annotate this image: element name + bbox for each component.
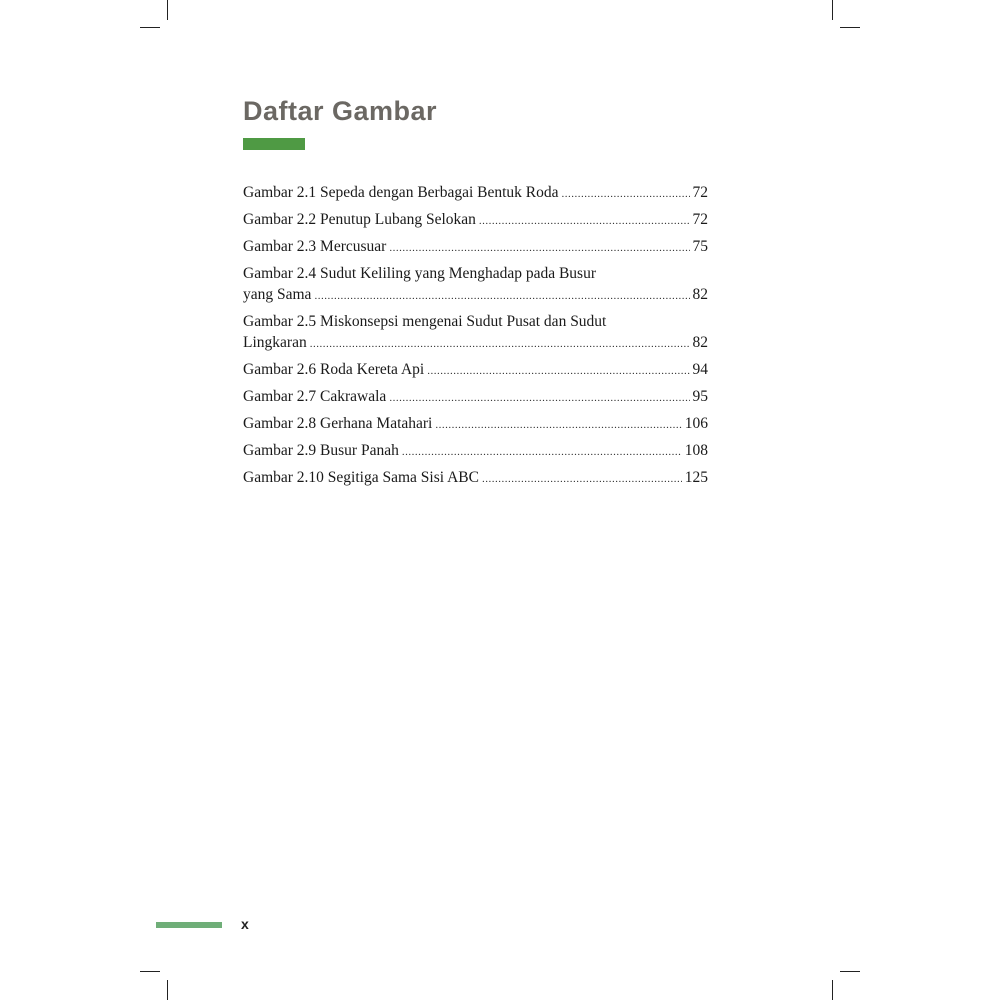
figure-line [243,413,708,436]
figure-title: Gambar 2.4 Sudut Keliling yang Menghadap pada Busur [243,265,596,282]
crop-mark-bottom-left-vertical [167,980,168,1000]
crop-mark-bottom-right-vertical [832,980,833,1000]
crop-mark-top-right-horizontal [840,27,860,28]
dot-leader [482,469,682,490]
figure-page-number: 106 [684,415,708,432]
crop-mark-bottom-right-horizontal [840,971,860,972]
figure-title: Gambar 2.7 Cakrawala [243,388,387,405]
figure-list-item[interactable] [243,440,708,463]
figure-page-number: 95 [692,388,708,405]
figure-list-item[interactable] [243,311,708,355]
figure-title: Gambar 2.10 Segitiga Sama Sisi ABC [243,469,479,486]
figure-title: Gambar 2.3 Mercusuar [243,238,387,255]
figure-line [243,386,708,409]
crop-mark-top-left-horizontal [140,27,160,28]
figure-title: Gambar 2.8 Gerhana Matahari [243,415,433,432]
figure-page-number: 75 [692,238,708,255]
dot-leader [389,238,689,259]
figure-list-item[interactable] [243,263,708,307]
figure-line [243,284,708,307]
dot-leader [402,442,682,463]
figure-title: Gambar 2.2 Penutup Lubang Selokan [243,211,476,228]
figure-list-item[interactable] [243,209,708,232]
figure-list [243,182,708,494]
figure-page-number: 72 [692,184,708,201]
figure-title: Gambar 2.6 Roda Kereta Api [243,361,425,378]
figure-list-item[interactable] [243,359,708,382]
figure-list-item[interactable] [243,182,708,205]
crop-mark-top-right-vertical [832,0,833,20]
dot-leader [389,388,689,409]
dot-leader [562,184,690,205]
dot-leader [314,286,689,307]
figure-page-number: 72 [692,211,708,228]
figure-title-continuation: yang Sama [243,286,312,303]
figure-line [243,182,708,205]
figure-title: Gambar 2.1 Sepeda dengan Berbagai Bentuk Roda [243,184,559,201]
footer-accent-bar [156,922,222,928]
figure-title-continuation: Lingkaran [243,334,307,351]
figure-line [243,209,708,232]
dot-leader [427,361,689,382]
dot-leader [435,415,681,436]
figure-line [243,236,708,259]
figure-line [243,467,708,490]
crop-mark-top-left-vertical [167,0,168,20]
figure-list-item[interactable] [243,467,708,490]
figure-page-number: 82 [692,334,708,351]
figure-title: Gambar 2.5 Miskonsepsi mengenai Sudut Pusat dan Sudut [243,313,607,330]
dot-leader [310,334,690,355]
figure-title: Gambar 2.9 Busur Panah [243,442,399,459]
page-title: Daftar Gambar [243,96,438,126]
page-number: x [241,916,249,932]
figure-line [243,440,708,463]
figure-line [243,332,708,355]
crop-mark-bottom-left-horizontal [140,971,160,972]
title-underline-bar [243,138,305,150]
figure-page-number: 94 [692,361,708,378]
figure-page-number: 108 [684,442,708,459]
figure-line [243,359,708,382]
figure-list-item[interactable] [243,236,708,259]
figure-page-number: 82 [692,286,708,303]
figure-list-item[interactable] [243,413,708,436]
dot-leader [479,211,690,232]
figure-page-number: 125 [684,469,708,486]
figure-list-item[interactable] [243,386,708,409]
